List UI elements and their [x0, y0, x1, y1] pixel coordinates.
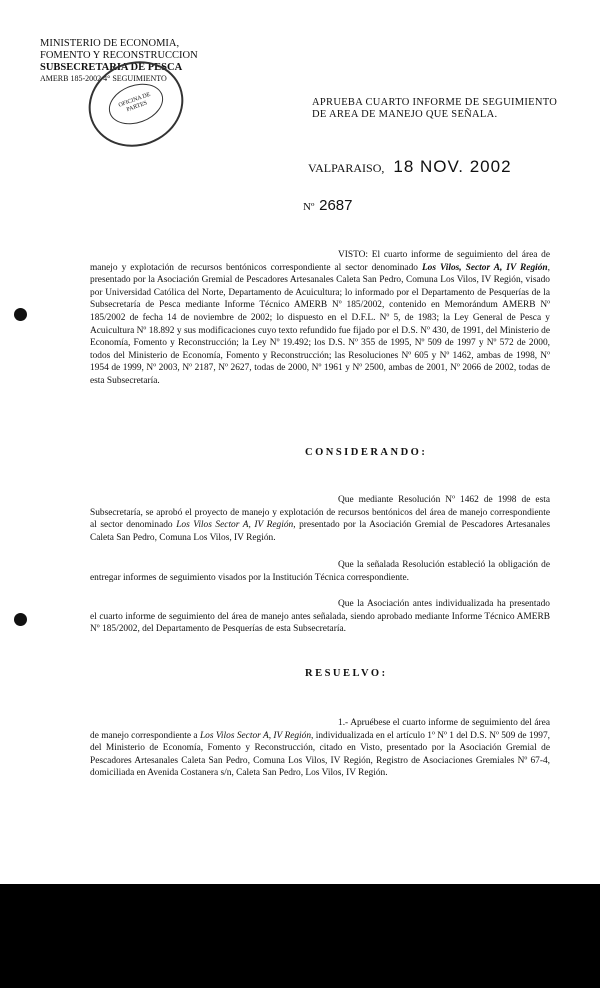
stamp-label: OFICINA DE PARTES	[103, 77, 169, 132]
resuelvo-p1-area: Los Vilos Sector A, IV Región	[199, 730, 312, 741]
visto-label: VISTO:	[338, 250, 369, 260]
number-label: Nº	[303, 201, 315, 213]
letterhead-ministry: MINISTERIO DE ECONOMIA,	[40, 38, 180, 49]
considerando-p1-area: Los Vilos Sector A, IV Región	[176, 520, 294, 531]
letterhead-ministry-2: FOMENTO Y RECONSTRUCCION	[40, 50, 198, 61]
considerando-paragraph-2: Que la señalada Resolución estableció la obligación de entregar informes de seguimiento visados por la Institución Técnica correspondiente.	[90, 560, 550, 583]
considerando-p1-text-b: , presentado por la Asociación Gremial de Pescadores Artesanales Caleta San Pedro, Comuna Los Vilos, IV Región.	[90, 520, 550, 543]
document-title	[312, 97, 572, 121]
scan-bottom-edge	[0, 884, 600, 988]
place-date	[308, 157, 512, 177]
visto-text-2: , presentado por la Asociación Gremial de Pescadores Artesanales Caleta San Pedro, Comuna Los Vilos, IV Región, visado por Universidad Católica del Norte, Departamento de Acuicultura; lo informado por el Departamento de Pesquerías de la Subsecretaría de Pesca mediante Informe Técnico AMERB Nº 185/2002, contenido en Memorándum AMERB Nº 185/2002 de fecha 14 de noviembre de 2002; lo dispuesto en el D.F.L. Nº 5, de 1983; la Ley General de Pesca y Acuicultura Nº 18.892 y sus modificaciones cuyo texto refundido fue fijado por el D.S. Nº 430, de 1991, del Ministerio de Economía, Fomento y Reconstrucción; la Ley Nº 19.492; los D.S. Nº 355 de 1995, Nº 509 de 1997 y Nº 572 de 2000, todos del Ministerio de Economía, Fomento y Reconstrucción; las Resoluciones Nº 605 y Nº 1462, ambas de 1998, Nº 1954 de 1999, Nº 2003, Nº 2187, Nº 2627, todas de 2000, Nº 1961 y Nº 2500, ambas de 2001, Nº 2066 de 2002, todas de esta Subsecretaría.	[90, 262, 550, 386]
letterhead-reference: AMERB 185-2002 4° SEGUIMIENTO	[40, 74, 167, 83]
considerando-paragraph-1	[90, 494, 550, 544]
binder-hole-top	[14, 308, 27, 321]
letterhead-subsecretaria: SUBSECRETARIA DE PESCA	[40, 62, 183, 73]
visto-paragraph	[90, 249, 550, 388]
considerando-paragraph-3: Que la Asociación antes individualizada ha presentado el cuarto informe de seguimiento del área de manejo antes señalada, siendo aprobado mediante Informe Técnico AMERB Nº 185/2002, del Departamento de Pesquerías de esta Subsecretaría.	[90, 599, 550, 635]
resuelvo-heading: RESUELVO:	[305, 668, 388, 679]
resuelvo-paragraph-1	[90, 717, 550, 780]
city: VALPARAISO,	[308, 161, 385, 175]
visto-area-name: Los Vilos, Sector A, IV Región	[421, 262, 548, 273]
date-stamp: 18 NOV. 2002	[393, 157, 512, 176]
considerando-p1-text-a: Que mediante Resolución Nº 1462 de 1998 de esta Subsecretaría, se aprobó el proyecto de manejo y explotación de recursos bentónicos del área de manejo correspondiente al sector denominado	[90, 495, 550, 531]
title-line-2: DE AREA DE MANEJO QUE SEÑALA.	[312, 109, 498, 120]
resolution-number	[303, 197, 352, 214]
visto-text-1: El cuarto informe de seguimiento del área de manejo y explotación de recursos bentónicos correspondiente al sector denominado	[90, 250, 550, 273]
number-value: 2687	[319, 197, 353, 214]
considerando-heading: CONSIDERANDO:	[305, 447, 428, 458]
binder-hole-bottom	[14, 613, 27, 626]
resuelvo-p1-text-b: , individualizada en el artículo 1º Nº 1 del D.S. Nº 509 de 1997, del Ministerio de Economía, Fomento y Reconstrucción, citado en Visto, presentado por la Asociación Gremial de Pescadores Artesanales Caleta San Pedro, Comuna Los Vilos, IV Región, Registro de Asociaciones Gremiales Nº 67-4, domiciliada en Avenida Costanera s/n, Caleta San Pedro, Los Vilos, IV Región.	[90, 730, 550, 779]
resuelvo-p1-text-a: 1.- Apruébese el cuarto informe de seguimiento del área de manejo correspondiente a	[90, 718, 550, 741]
title-line-1: APRUEBA CUARTO INFORME DE SEGUIMIENTO	[312, 97, 558, 108]
